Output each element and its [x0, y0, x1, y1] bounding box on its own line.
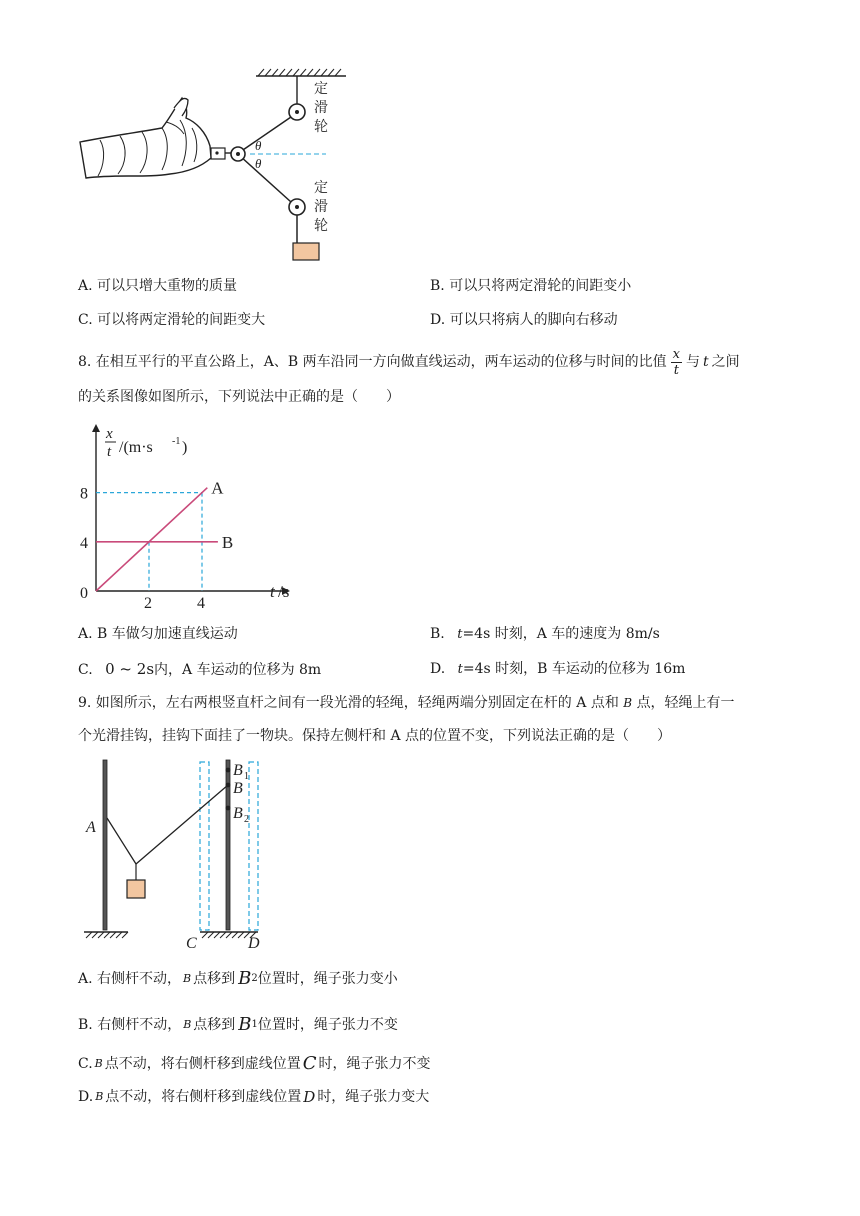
series-label-b: B [221, 532, 234, 552]
svg-text:2: 2 [244, 814, 249, 825]
y-axis-arrow [92, 424, 100, 432]
q7-option-a[interactable]: A. 可以只增大重物的质量 [78, 278, 238, 294]
top-pulley-label: 定 滑 轮 [314, 81, 328, 135]
q7-figure [70, 62, 360, 268]
label-b: B [233, 780, 243, 797]
q8-option-d[interactable]: D. t=4s 时刻，B 车运动的位移为 16m [430, 661, 686, 677]
label-b1: B [233, 762, 243, 779]
point-b2 [226, 806, 231, 811]
q9-stem-line2: 个光滑挂钩，挂钩下面挂了一物块。保持左侧杆和 A 点的位置不变，下列说法正确的是（ ） [78, 728, 672, 744]
label-d: D [248, 935, 260, 952]
y-label-unit: /(m·s [119, 439, 153, 456]
label-c: C [186, 935, 197, 952]
y-label-exp: -1 [172, 436, 181, 447]
series-label-a: A [211, 478, 224, 498]
label-a: A [86, 819, 96, 836]
q8-option-a[interactable]: A. B 车做匀加速直线运动 [78, 626, 238, 642]
left-pole [103, 760, 107, 930]
y-label-num: x [106, 426, 113, 442]
dashed-position-c [200, 762, 209, 930]
point-b1 [226, 768, 231, 773]
q7-option-c[interactable]: C. 可以将两定滑轮的间距变大 [78, 312, 266, 328]
theta-top: θ [255, 138, 262, 153]
y-label-den: t [107, 444, 112, 460]
dashed-position-d [249, 762, 258, 930]
theta-bottom: θ [255, 156, 262, 171]
weight-block [293, 243, 319, 260]
q7-option-d[interactable]: D. 可以只将病人的脚向右移动 [430, 312, 618, 328]
q9-option-c[interactable]: C. B 点不动，将右侧杆移到虚线位置 C 时，绳子张力不变 [78, 1053, 431, 1074]
label-b2: B [233, 805, 243, 822]
rope-hook-diagram [78, 756, 278, 952]
q9-figure [78, 756, 278, 952]
q8-stem-line2: 的关系图像如图所示，下列说法中正确的是（ ） [78, 389, 400, 405]
q8-option-c[interactable]: C. 0 ~ 2s内，A 车运动的位移为 8m [78, 660, 322, 678]
y-label-close: ) [182, 439, 188, 456]
q8-chart [76, 420, 316, 612]
hanging-block [127, 880, 145, 898]
q8-stem-line1: 8. 在相互平行的平直公路上，A、B 两车沿同一方向做直线运动，两车运动的位移与时间的比值 x t 与 t 之间 [78, 346, 740, 378]
q9-option-b[interactable]: B. 右侧杆不动， B 点移到 B 1 位置时，绳子张力不变 [78, 1014, 398, 1035]
x-label-unit: /s [278, 582, 290, 601]
bottom-pulley-label: 定 滑 轮 [314, 180, 328, 234]
q9-stem-line1: 9. 如图所示，左右两根竖直杆之间有一段光滑的轻绳，轻绳两端分别固定在杆的 A 点和 B 点，轻绳上有一 [78, 695, 735, 711]
x-tick-4: 4 [197, 595, 205, 612]
svg-text:1: 1 [244, 771, 249, 782]
q9-option-d[interactable]: D. B 点不动，将右侧杆移到虚线位置 D 时，绳子张力变大 [78, 1088, 430, 1106]
x-label: t [270, 582, 275, 601]
q7-option-b[interactable]: B. 可以只将两定滑轮的间距变小 [430, 278, 632, 294]
stem-fraction: x t [672, 346, 680, 378]
q8-option-b[interactable]: B. t=4s 时刻，A 车的速度为 8m/s [430, 626, 660, 642]
y-tick-4: 4 [80, 534, 88, 552]
origin-label: 0 [80, 585, 88, 602]
series-line-a [96, 488, 207, 591]
rope [107, 785, 228, 864]
vt-chart-svg [76, 420, 316, 612]
y-tick-8: 8 [80, 485, 88, 503]
x-tick-2: 2 [144, 595, 152, 612]
q9-option-a[interactable]: A. 右侧杆不动， B 点移到 B 2 位置时，绳子张力变小 [78, 968, 398, 989]
